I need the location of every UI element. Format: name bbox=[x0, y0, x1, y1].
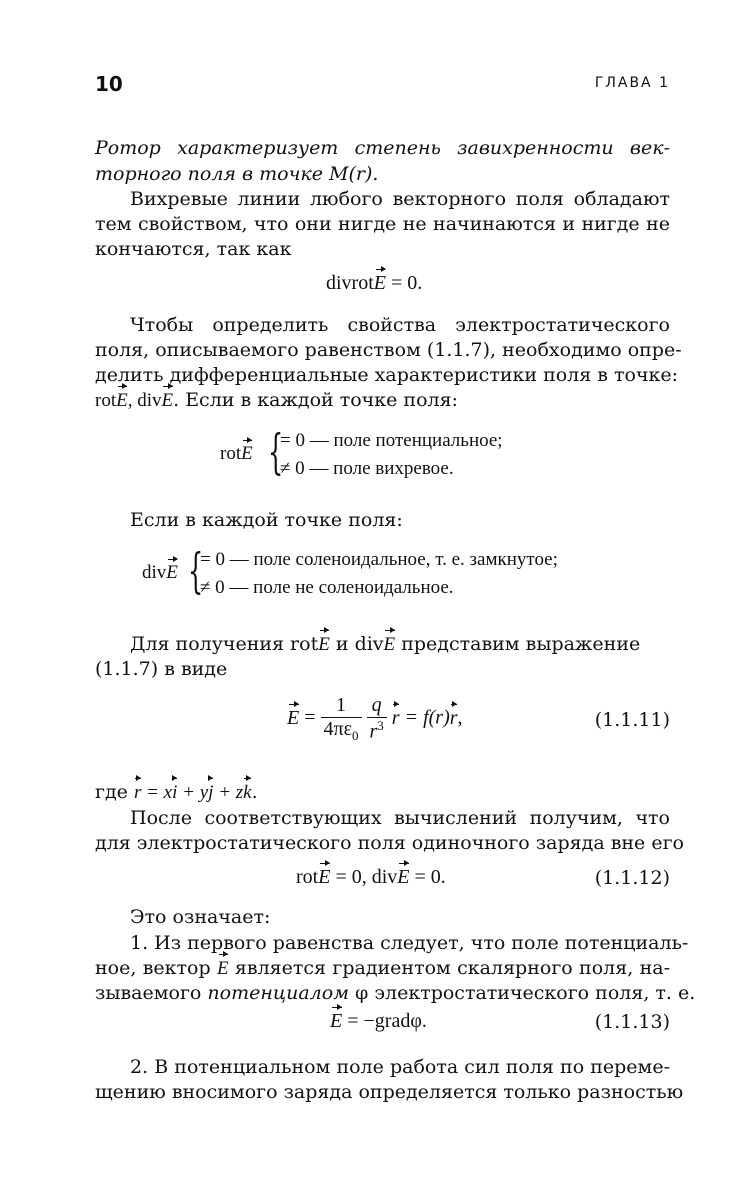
rot-case-vortex: ≠ 0 — поле вихревое. bbox=[280, 458, 454, 479]
potential-work-line-2: щению вносимого заряда определяется только разностью bbox=[95, 1081, 684, 1103]
obtain-line-2: (1.1.7) в виде bbox=[95, 658, 228, 680]
page-number: 10 bbox=[95, 72, 123, 96]
equation-1-1-13: E = −gradφ. bbox=[330, 1010, 427, 1032]
where-line: где r = xi + yj + zk. bbox=[95, 781, 258, 803]
div-text: , div bbox=[127, 390, 162, 411]
equation-number-1-1-12: (1.1.12) bbox=[594, 867, 670, 889]
properties-line-4-tail: . Если в каждой точке поля: bbox=[173, 389, 458, 411]
div-label: divE bbox=[142, 562, 178, 583]
vector-e: E bbox=[161, 390, 174, 411]
rot-label: rotE bbox=[220, 443, 253, 464]
after-calc-line-1: После соответствующих вычислений получим, что bbox=[130, 807, 670, 829]
vortex-lines-line-3: кончаются, так как bbox=[95, 238, 292, 260]
properties-line-1: Чтобы определить свойства электростатического bbox=[130, 314, 670, 336]
equation-divrot bbox=[326, 272, 422, 295]
potential-work-line-1: 2. В потенциальном поле работа сил поля по переме- bbox=[130, 1056, 670, 1078]
divrot-rhs: = 0. bbox=[386, 272, 423, 294]
vector-e: E bbox=[373, 272, 386, 294]
rot-case-potential: = 0 — поле потенциальное; bbox=[280, 430, 503, 451]
chapter-title: ГЛАВА 1 bbox=[594, 75, 670, 91]
properties-line-3: делить дифференциальные характеристики поля в точке: bbox=[95, 364, 679, 386]
after-calc-line-2: для электростатического поля одиночного заряда вне его bbox=[95, 832, 684, 854]
properties-line-4 bbox=[95, 388, 458, 413]
first-equality-line-1: 1. Из первого равенства следует, что поле потенциаль- bbox=[130, 932, 689, 954]
fraction-coefficient: $\frac{1}{4\pi\varepsilon_0}$ bbox=[321, 694, 362, 744]
first-equality-line-3: зываемого потенциалом φ электростатического поля, т. е. bbox=[95, 982, 696, 1004]
vector-e: E bbox=[116, 390, 128, 411]
first-equality-line-2: ное, вектор E является градиентом скалярного поля, на- bbox=[95, 957, 670, 979]
this-means-line: Это означает: bbox=[130, 906, 271, 928]
div-case-solenoidal: = 0 — поле соленоидальное, т. е. замкнутое; bbox=[200, 549, 558, 570]
page-header bbox=[95, 72, 670, 96]
vortex-lines-line-2: тем свойством, что они нигде не начинаются и нигде не bbox=[95, 213, 670, 235]
equation-number-1-1-11: (1.1.11) bbox=[594, 709, 670, 731]
obtain-line-1: Для получения rotE и divE представим выражение bbox=[130, 633, 641, 655]
fraction-q-r3: $\frac{q}{r^3}$ bbox=[367, 694, 387, 744]
div-case-nonsolenoidal: ≠ 0 — поле не соленоидальное. bbox=[200, 577, 454, 598]
properties-line-2: поля, описываемого равенством (1.1.7), необходимо опре- bbox=[95, 339, 682, 361]
rot-text: rot bbox=[95, 390, 117, 411]
equation-number-1-1-13: (1.1.13) bbox=[594, 1011, 670, 1033]
equation-1-1-11: E = $\frac{1}{4\pi\varepsilon_0}$ $\frac{q}{r^3}$ r = f(r)r, bbox=[287, 694, 463, 743]
left-brace: { bbox=[268, 424, 284, 480]
rotor-definition-line-1: Ротор характеризует степень завихренности век- bbox=[95, 137, 670, 159]
rotor-definition-line-2: торного поля в точке M(r). bbox=[95, 163, 379, 185]
each-point-line: Если в каждой точке поля: bbox=[130, 509, 403, 531]
left-brace: { bbox=[188, 543, 204, 599]
vortex-lines-line-1: Вихревые линии любого векторного поля обладают bbox=[130, 188, 670, 210]
divrot-text: divrot bbox=[326, 272, 374, 294]
equation-1-1-12: rotE = 0, divE = 0. bbox=[296, 866, 446, 888]
